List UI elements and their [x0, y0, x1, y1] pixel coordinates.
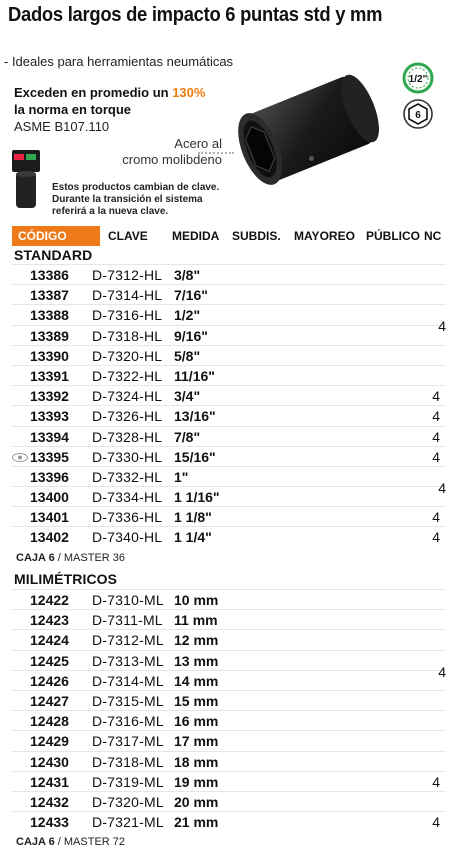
header-clave: CLAVE — [108, 229, 148, 243]
table-row — [12, 690, 446, 710]
row-nc: 4 — [432, 773, 440, 790]
row-clave: D-7313-ML — [92, 652, 164, 669]
table-row — [12, 325, 446, 345]
row-medida: 10 mm — [174, 592, 219, 608]
notice-line1: Estos productos cambian de clave. — [52, 182, 220, 193]
row-code: 12431 — [30, 773, 69, 790]
nc-standard-group2: 4 — [438, 480, 446, 496]
row-code: 12432 — [30, 793, 69, 810]
table-row — [12, 751, 446, 771]
row-medida: 11/16" — [174, 367, 215, 384]
row-code: 13391 — [30, 367, 69, 384]
metric-rows — [12, 589, 446, 831]
header-medida: MEDIDA — [172, 229, 220, 243]
row-nc: 4 — [432, 814, 440, 831]
row-clave: D-7340-HL — [92, 529, 163, 546]
row-code: 12433 — [30, 814, 69, 831]
metric-box-caja: CAJA 6 — [16, 836, 55, 848]
section-title-metric: MILIMÉTRICOS — [14, 571, 118, 587]
table-row — [12, 771, 446, 791]
row-clave: D-7312-HL — [92, 267, 163, 283]
six-point-icon — [402, 98, 434, 130]
row-medida: 5/8" — [174, 347, 201, 364]
table-row — [12, 650, 446, 670]
row-medida: 1 1/4" — [174, 529, 212, 546]
row-medida: 13/16" — [174, 408, 216, 425]
row-medida: 1" — [174, 468, 189, 485]
table-row — [12, 526, 446, 546]
row-medida: 13 mm — [174, 652, 219, 669]
row-code: 12430 — [30, 753, 69, 770]
table-row — [12, 466, 446, 486]
row-clave: D-7316-HL — [92, 307, 163, 324]
row-code: 13389 — [30, 327, 69, 344]
standard-rows — [12, 264, 446, 547]
socket-product-image — [232, 62, 394, 204]
row-medida: 1 1/8" — [174, 509, 212, 526]
header-nc: NC — [424, 229, 442, 243]
row-clave: D-7324-HL — [92, 388, 163, 405]
row-medida: 3/4" — [174, 388, 201, 405]
drive-size-label: 1/2" — [408, 74, 428, 85]
page-title: Dados largos de impacto 6 puntas std y mm — [8, 4, 383, 26]
row-medida: 1/2" — [174, 307, 201, 324]
row-clave: D-7310-ML — [92, 592, 164, 608]
standard-box-caja: CAJA 6 — [16, 552, 55, 564]
promo-line2: la norma en torque — [14, 102, 132, 117]
row-clave: D-7320-HL — [92, 347, 163, 364]
row-medida: 19 mm — [174, 773, 219, 790]
standard-box-master: / MASTER 36 — [54, 552, 126, 564]
metric-box-master: / MASTER 72 — [54, 836, 126, 848]
row-clave: D-7334-HL — [92, 489, 163, 506]
row-medida: 3/8" — [174, 267, 201, 283]
nc-standard-group1: 4 — [438, 318, 446, 334]
row-code: 13402 — [30, 529, 69, 546]
table-row — [12, 791, 446, 811]
row-code: 12425 — [30, 652, 69, 669]
row-nc: 4 — [432, 408, 440, 425]
material-leader-line — [198, 152, 234, 154]
row-code: 12427 — [30, 692, 69, 709]
table-row — [12, 670, 446, 690]
table-row — [12, 609, 446, 629]
row-code: 13388 — [30, 307, 69, 324]
table-row — [12, 446, 446, 466]
row-clave: D-7317-ML — [92, 733, 164, 750]
drive-size-icon — [402, 62, 434, 94]
header-publico: PÚBLICO — [366, 229, 420, 243]
subtitle: - Ideales para herramientas neumáticas — [4, 54, 234, 69]
row-medida: 21 mm — [174, 814, 219, 831]
row-code: 12423 — [30, 612, 69, 629]
row-medida: 14 mm — [174, 672, 219, 689]
row-nc: 4 — [432, 529, 440, 546]
metric-box-info — [16, 836, 125, 848]
row-clave: D-7330-HL — [92, 448, 163, 465]
row-medida: 15 mm — [174, 692, 219, 709]
row-nc: 4 — [432, 448, 440, 465]
row-clave: D-7336-HL — [92, 509, 163, 526]
row-nc: 4 — [432, 388, 440, 405]
row-code: 13386 — [30, 267, 69, 283]
promo-text — [14, 84, 205, 135]
nc-metric-group: 4 — [438, 664, 446, 680]
notice-line3: referirá a la nueva clave. — [52, 206, 169, 217]
product-thumbnail-image — [8, 150, 44, 212]
row-medida: 18 mm — [174, 753, 219, 770]
row-clave: D-7326-HL — [92, 408, 163, 425]
key-change-notice — [52, 182, 219, 218]
section-title-standard: STANDARD — [14, 247, 93, 263]
table-row — [12, 365, 446, 385]
row-code: 12426 — [30, 672, 69, 689]
table-row — [12, 710, 446, 730]
row-clave: D-7321-ML — [92, 814, 164, 831]
row-clave: D-7314-HL — [92, 287, 163, 304]
row-code: 13395 — [30, 448, 69, 465]
header-subdis: SUBDIS. — [232, 229, 281, 243]
table-row — [12, 426, 446, 446]
promo-line1: Exceden en promedio un — [14, 85, 173, 100]
table-row — [12, 264, 446, 284]
row-clave: D-7332-HL — [92, 468, 163, 485]
row-clave: D-7315-ML — [92, 692, 164, 709]
row-medida: 11 mm — [174, 612, 218, 629]
table-row — [12, 589, 446, 609]
row-code: 13400 — [30, 489, 69, 506]
material-line1: Acero al — [174, 136, 222, 151]
row-clave: D-7320-ML — [92, 793, 164, 810]
promo-standard: ASME B107.110 — [14, 119, 110, 134]
row-clave: D-7314-ML — [92, 672, 164, 689]
row-clave: D-7318-HL — [92, 327, 163, 344]
notice-line2: Durante la transición el sistema — [52, 194, 203, 205]
row-medida: 20 mm — [174, 793, 219, 810]
six-point-label: 6 — [415, 110, 421, 121]
table-row — [12, 345, 446, 365]
header-codigo: CÓDIGO — [12, 226, 100, 246]
table-row — [12, 486, 446, 506]
row-code: 13394 — [30, 428, 69, 445]
table-row — [12, 405, 446, 425]
row-nc: 4 — [432, 509, 440, 526]
row-code: 12424 — [30, 632, 69, 649]
row-clave: D-7312-ML — [92, 632, 164, 649]
table-header — [12, 226, 446, 246]
row-code: 13392 — [30, 388, 69, 405]
row-medida: 17 mm — [174, 733, 219, 750]
row-medida: 7/8" — [174, 428, 201, 445]
row-medida: 7/16" — [174, 287, 208, 304]
row-medida: 16 mm — [174, 713, 219, 730]
row-code: 13393 — [30, 408, 69, 425]
header-mayoreo: MAYOREO — [294, 229, 355, 243]
row-clave: D-7322-HL — [92, 367, 163, 384]
row-code: 13396 — [30, 468, 69, 485]
row-code: 13401 — [30, 509, 69, 526]
row-medida: 9/16" — [174, 327, 208, 344]
row-nc: 4 — [432, 428, 440, 445]
row-medida: 1 1/16" — [174, 489, 220, 506]
row-medida: 12 mm — [174, 632, 219, 649]
table-row — [12, 284, 446, 304]
row-medida: 15/16" — [174, 448, 216, 465]
row-clave: D-7316-ML — [92, 713, 164, 730]
promo-percent: 130% — [172, 85, 206, 100]
row-code: 12429 — [30, 733, 69, 750]
eye-icon — [12, 453, 28, 462]
row-clave: D-7319-ML — [92, 773, 164, 790]
standard-box-info — [16, 552, 125, 564]
row-code: 12428 — [30, 713, 69, 730]
row-code: 13390 — [30, 347, 69, 364]
table-row — [12, 811, 446, 831]
table-row — [12, 506, 446, 526]
table-row — [12, 385, 446, 405]
table-row — [12, 304, 446, 324]
row-clave: D-7328-HL — [92, 428, 163, 445]
table-row — [12, 629, 446, 649]
row-code: 12422 — [30, 592, 69, 608]
row-clave: D-7311-ML — [92, 612, 163, 629]
row-clave: D-7318-ML — [92, 753, 164, 770]
table-row — [12, 730, 446, 750]
row-code: 13387 — [30, 287, 69, 304]
material-line2: cromo molibdeno — [122, 152, 222, 167]
